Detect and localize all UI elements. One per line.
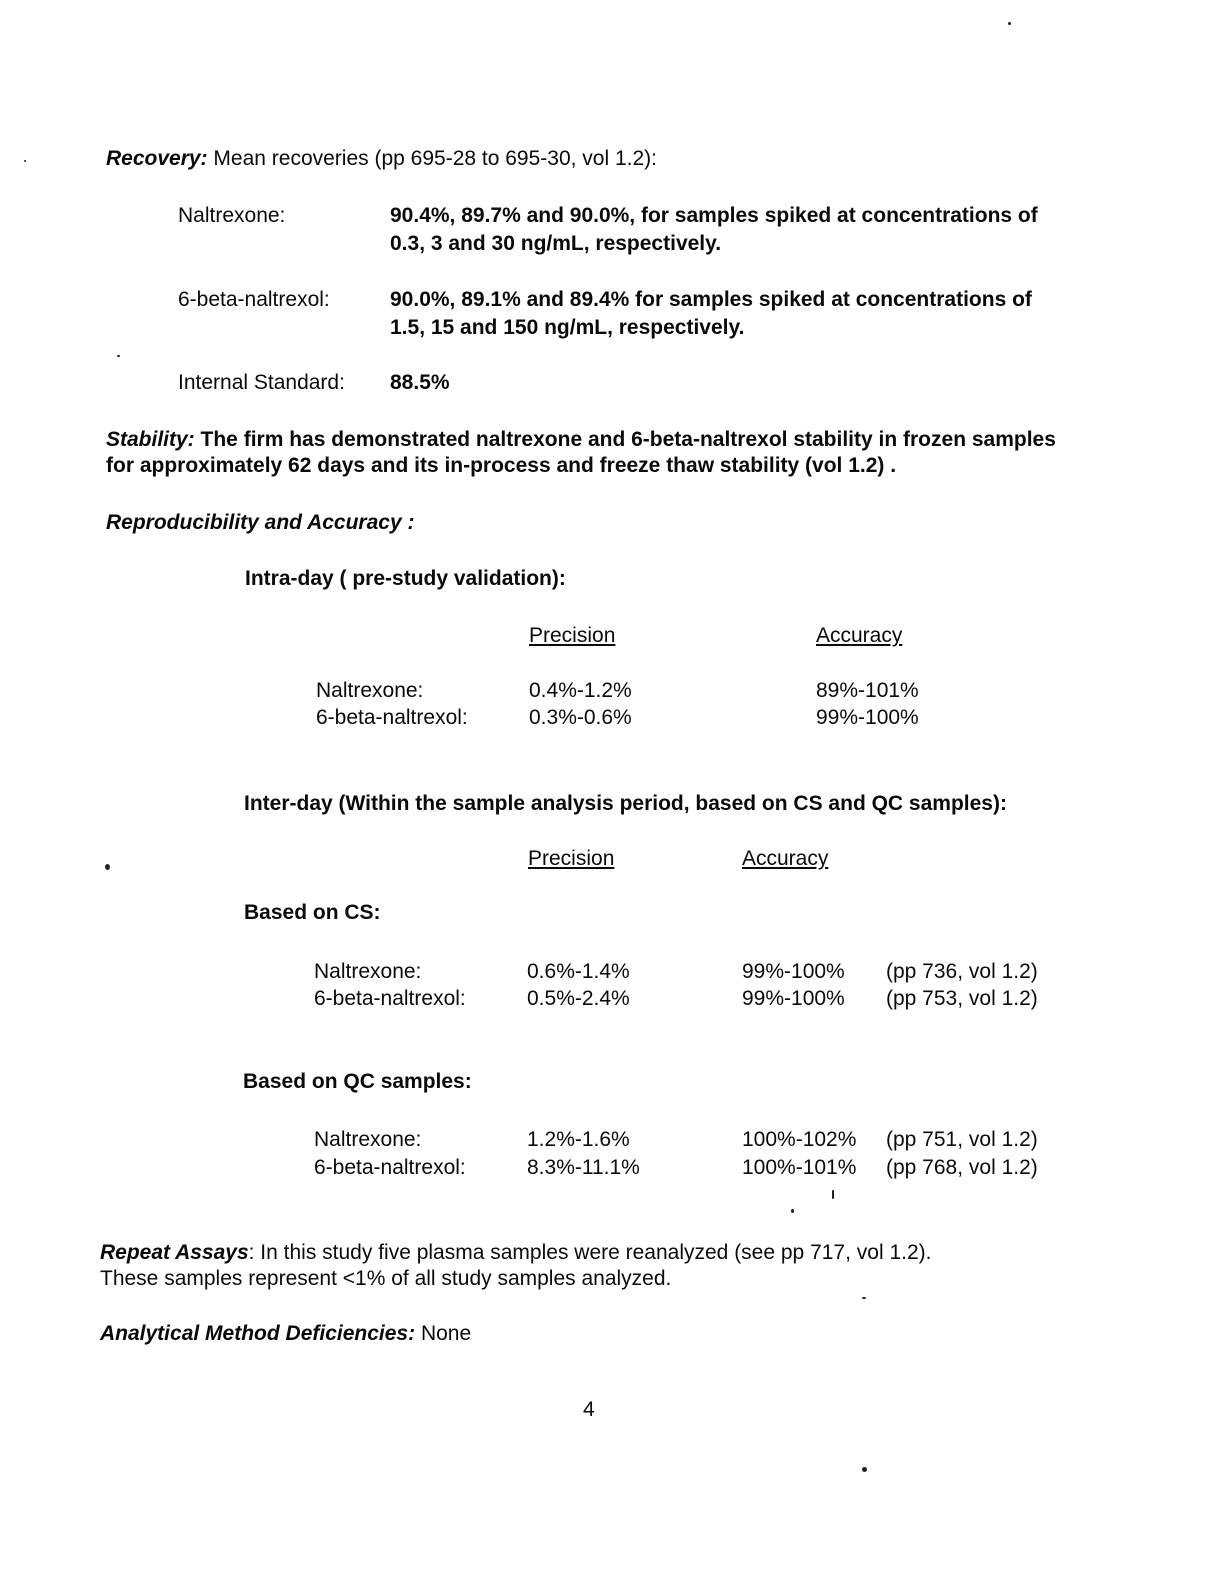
stability-line1: The firm has demonstrated naltrexone and 6-beta-naltrexol stability in frozen samples xyxy=(200,428,1056,451)
scan-speck xyxy=(791,1209,794,1213)
qc-row-accuracy: 100%-102% xyxy=(742,1128,857,1151)
repeat-assays-line1: : In this study five plasma samples were reanalyzed (see pp 717, vol 1.2). xyxy=(248,1241,932,1264)
qc-row-name: Naltrexone: xyxy=(314,1128,422,1151)
recovery-label: Recovery: xyxy=(106,147,208,170)
scan-speck xyxy=(24,160,26,162)
stability-label: Stability: xyxy=(106,428,195,451)
intra-row-name: 6-beta-naltrexol: xyxy=(316,706,468,729)
scan-speck xyxy=(1008,22,1011,25)
inter-day-heading: Inter-day (Within the sample analysis period, based on CS and QC samples): xyxy=(244,792,1007,815)
based-on-cs-heading: Based on CS: xyxy=(244,901,381,924)
scan-speck xyxy=(832,1190,834,1199)
recovery-naltrexone-line2: 0.3, 3 and 30 ng/mL, respectively. xyxy=(390,232,722,255)
cs-row-accuracy: 99%-100% xyxy=(742,987,845,1010)
cs-row-name: 6-beta-naltrexol: xyxy=(314,987,466,1010)
qc-row-ref: (pp 751, vol 1.2) xyxy=(886,1128,1038,1151)
deficiencies-line xyxy=(100,1321,471,1346)
qc-row-ref: (pp 768, vol 1.2) xyxy=(886,1156,1038,1179)
recovery-naltrexone-line1: 90.4%, 89.7% and 90.0%, for samples spiked at concentrations of xyxy=(390,204,1038,227)
stability-line2: for approximately 62 days and its in-process and freeze thaw stability (vol 1.2) . xyxy=(106,454,897,477)
intra-row-name: Naltrexone: xyxy=(316,679,424,702)
scan-speck xyxy=(862,1467,867,1472)
intra-row-precision: 0.4%-1.2% xyxy=(529,679,632,702)
based-on-qc-heading: Based on QC samples: xyxy=(243,1070,472,1093)
recovery-naltrexone-name: Naltrexone: xyxy=(178,204,286,227)
deficiencies-value: None xyxy=(420,1322,472,1345)
internal-standard-value: 88.5% xyxy=(390,371,450,394)
cs-row-precision: 0.5%-2.4% xyxy=(527,987,630,1010)
intra-row-accuracy: 99%-100% xyxy=(816,706,919,729)
intra-col-accuracy: Accuracy xyxy=(816,624,903,647)
cs-row-accuracy: 99%-100% xyxy=(742,960,845,983)
scan-speck xyxy=(862,1297,866,1299)
cs-row-precision: 0.6%-1.4% xyxy=(527,960,630,983)
intra-row-precision: 0.3%-0.6% xyxy=(529,706,632,729)
qc-row-name: 6-beta-naltrexol: xyxy=(314,1156,466,1179)
recovery-naltrexol-line2: 1.5, 15 and 150 ng/mL, respectively. xyxy=(390,316,745,339)
intra-row-accuracy: 89%-101% xyxy=(816,679,919,702)
deficiencies-label: Analytical Method Deficiencies: xyxy=(100,1322,416,1345)
repeat-assays-label: Repeat Assays xyxy=(100,1241,249,1264)
reproducibility-heading: Reproducibility and Accuracy : xyxy=(106,511,415,534)
qc-row-precision: 8.3%-11.1% xyxy=(527,1156,640,1179)
scan-speck xyxy=(117,355,120,357)
scan-speck xyxy=(105,864,110,870)
repeat-assays-line2: These samples represent <1% of all study samples analyzed. xyxy=(100,1267,672,1290)
cs-row-ref: (pp 736, vol 1.2) xyxy=(886,960,1038,983)
internal-standard-name: Internal Standard: xyxy=(178,371,345,394)
repeat-assays-line1-wrap xyxy=(100,1240,931,1265)
page-number: 4 xyxy=(583,1398,595,1421)
recovery-section xyxy=(106,146,657,171)
recovery-intro: Mean recoveries (pp 695-28 to 695-30, vol 1.2): xyxy=(213,147,657,170)
cs-row-ref: (pp 753, vol 1.2) xyxy=(886,987,1038,1010)
qc-row-accuracy: 100%-101% xyxy=(742,1156,857,1179)
stability-line1-wrap xyxy=(106,427,1056,452)
recovery-naltrexol-line1: 90.0%, 89.1% and 89.4% for samples spiked at concentrations of xyxy=(390,288,1032,311)
recovery-naltrexol-name: 6-beta-naltrexol: xyxy=(178,288,330,311)
inter-col-accuracy: Accuracy xyxy=(742,847,829,870)
intra-day-heading: Intra-day ( pre-study validation): xyxy=(245,567,566,590)
intra-col-precision: Precision xyxy=(529,624,616,647)
cs-row-name: Naltrexone: xyxy=(314,960,422,983)
inter-col-precision: Precision xyxy=(528,847,615,870)
qc-row-precision: 1.2%-1.6% xyxy=(527,1128,630,1151)
